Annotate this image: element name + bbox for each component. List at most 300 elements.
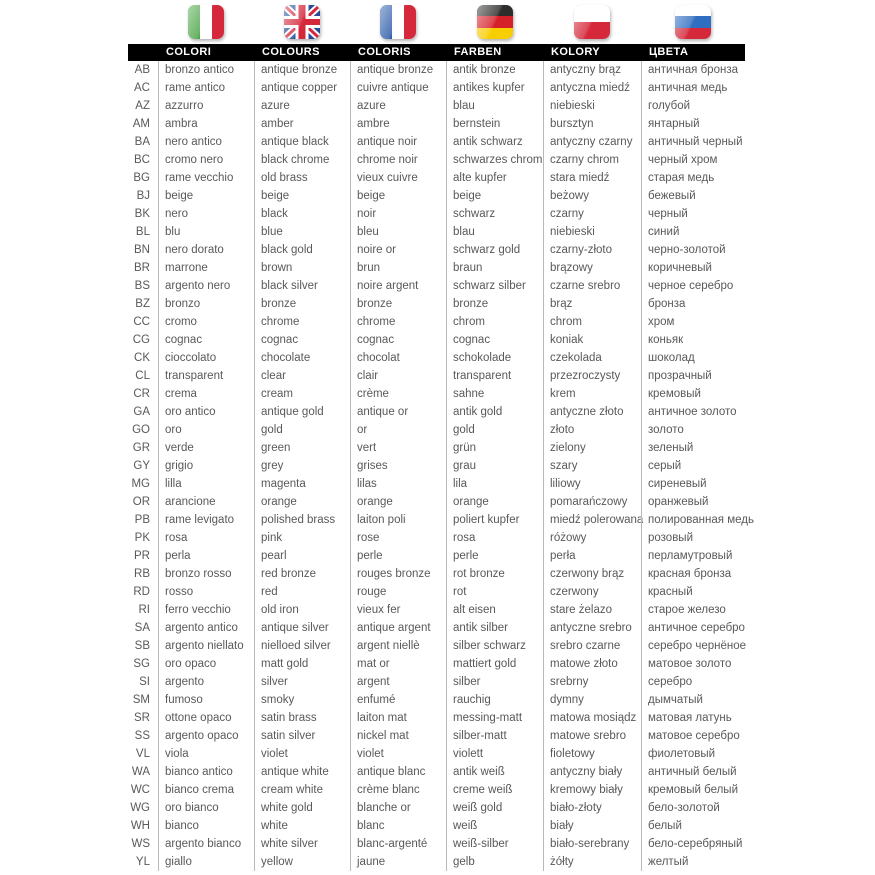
cell-fr: crème blanc xyxy=(350,781,446,799)
cell-ru: старое железо xyxy=(641,601,875,619)
cell-it: lilla xyxy=(158,475,254,493)
cell-it: bianco antico xyxy=(158,763,254,781)
flag-gloss xyxy=(380,5,416,39)
cell-fr: brun xyxy=(350,259,446,277)
table-row xyxy=(128,61,875,79)
row-code: CR xyxy=(133,388,150,400)
cell-de: violett xyxy=(446,745,543,763)
row-code: SM xyxy=(132,694,150,706)
cell-en: white silver xyxy=(254,835,350,853)
cell-de: poliert kupfer xyxy=(446,511,543,529)
cell-de: lila xyxy=(446,475,543,493)
cell-fr: violet xyxy=(350,745,446,763)
cell-pl: srebrny xyxy=(543,673,641,691)
cell-it: rame antico xyxy=(158,79,254,97)
germany-flag-cell xyxy=(446,5,543,39)
cell-it: oro xyxy=(158,421,254,439)
table-row xyxy=(128,457,875,475)
table-row xyxy=(128,421,875,439)
cell-de: cognac xyxy=(446,331,543,349)
cell-en: black chrome xyxy=(254,151,350,169)
cell-fr: noire or xyxy=(350,241,446,259)
cell-pl: brązowy xyxy=(543,259,641,277)
cell-ru: желтый xyxy=(641,853,875,871)
cell-fr: mat or xyxy=(350,655,446,673)
cell-de: perle xyxy=(446,547,543,565)
cell-pl: biało-złoty xyxy=(543,799,641,817)
cell-ru: полированная медь xyxy=(641,511,875,529)
cell-fr: noire argent xyxy=(350,277,446,295)
row-code: BZ xyxy=(135,298,150,310)
cell-fr: blanc xyxy=(350,817,446,835)
cell-pl: czerwony xyxy=(543,583,641,601)
cell-pl: szary xyxy=(543,457,641,475)
cell-en: black xyxy=(254,205,350,223)
cell-en: cream white xyxy=(254,781,350,799)
cell-it: bronzo xyxy=(158,295,254,313)
cell-en: violet xyxy=(254,745,350,763)
germany-flag-icon xyxy=(477,5,513,39)
cell-it: verde xyxy=(158,439,254,457)
cell-de: schwarzes chrom xyxy=(446,151,543,169)
cell-en: polished brass xyxy=(254,511,350,529)
cell-pl: antyczne złoto xyxy=(543,403,641,421)
column-header-ru: ЦВЕТА xyxy=(649,46,689,58)
cell-pl: antyczne srebro xyxy=(543,619,641,637)
column-header-pl: KOLORY xyxy=(551,46,601,58)
table-row xyxy=(128,583,875,601)
cell-it: bianco crema xyxy=(158,781,254,799)
cell-de: rosa xyxy=(446,529,543,547)
cell-ru: золото xyxy=(641,421,875,439)
cell-it: nero dorato xyxy=(158,241,254,259)
row-code: CG xyxy=(132,334,150,346)
cell-fr: bronze xyxy=(350,295,446,313)
table-header-bar xyxy=(128,44,745,61)
cell-ru: бело-золотой xyxy=(641,799,875,817)
cell-ru: коньяк xyxy=(641,331,875,349)
table-row xyxy=(128,673,875,691)
cell-fr: chrome xyxy=(350,313,446,331)
cell-de: silber xyxy=(446,673,543,691)
uk-flag-cell xyxy=(254,5,350,39)
cell-en: pearl xyxy=(254,547,350,565)
cell-en: beige xyxy=(254,187,350,205)
cell-ru: дымчатый xyxy=(641,691,875,709)
cell-it: nero xyxy=(158,205,254,223)
cell-de: schokolade xyxy=(446,349,543,367)
flag-gloss xyxy=(188,5,224,39)
cell-pl: różowy xyxy=(543,529,641,547)
cell-fr: jaune xyxy=(350,853,446,871)
cell-ru: античное золото xyxy=(641,403,875,421)
flag-gloss xyxy=(574,5,610,39)
cell-pl: bursztyn xyxy=(543,115,641,133)
cell-de: weiß-silber xyxy=(446,835,543,853)
cell-it: giallo xyxy=(158,853,254,871)
cell-ru: красная бронза xyxy=(641,565,875,583)
row-code: GA xyxy=(133,406,150,418)
cell-ru: бело-серебряный xyxy=(641,835,875,853)
table-row xyxy=(128,475,875,493)
row-code: AM xyxy=(132,118,150,130)
cell-it: oro opaco xyxy=(158,655,254,673)
cell-de: weiß gold xyxy=(446,799,543,817)
cell-ru: зеленый xyxy=(641,439,875,457)
cell-fr: ambre xyxy=(350,115,446,133)
cell-pl: antyczny biały xyxy=(543,763,641,781)
cell-ru: фиолетовый xyxy=(641,745,875,763)
cell-ru: матовое серебро xyxy=(641,727,875,745)
cell-fr: antique argent xyxy=(350,619,446,637)
cell-de: transparent xyxy=(446,367,543,385)
cell-de: antik silber xyxy=(446,619,543,637)
table-row xyxy=(128,727,875,745)
cell-ru: розовый xyxy=(641,529,875,547)
cell-pl: niebieski xyxy=(543,97,641,115)
row-code: SG xyxy=(133,658,150,670)
cell-pl: antyczny brąz xyxy=(543,61,641,79)
cell-it: cromo xyxy=(158,313,254,331)
cell-pl: biało-serebrany xyxy=(543,835,641,853)
cell-de: weiß xyxy=(446,817,543,835)
cell-pl: koniak xyxy=(543,331,641,349)
row-code: PR xyxy=(134,550,150,562)
cell-en: red bronze xyxy=(254,565,350,583)
cell-de: antikes kupfer xyxy=(446,79,543,97)
cell-ru: белый xyxy=(641,817,875,835)
cell-it: azzurro xyxy=(158,97,254,115)
table-row xyxy=(128,439,875,457)
cell-en: antique gold xyxy=(254,403,350,421)
cell-it: cromo nero xyxy=(158,151,254,169)
cell-en: nielloed silver xyxy=(254,637,350,655)
cell-fr: antique blanc xyxy=(350,763,446,781)
cell-ru: серебро чернёное xyxy=(641,637,875,655)
cell-en: old iron xyxy=(254,601,350,619)
cell-it: oro bianco xyxy=(158,799,254,817)
cell-pl: przezroczysty xyxy=(543,367,641,385)
cell-it: ferro vecchio xyxy=(158,601,254,619)
cell-en: white gold xyxy=(254,799,350,817)
row-code: BC xyxy=(134,154,150,166)
cell-en: orange xyxy=(254,493,350,511)
cell-en: magenta xyxy=(254,475,350,493)
cell-ru: кремовый xyxy=(641,385,875,403)
table-row xyxy=(128,331,875,349)
row-code: PK xyxy=(134,532,150,544)
cell-pl: srebro czarne xyxy=(543,637,641,655)
cell-pl: czarny chrom xyxy=(543,151,641,169)
cell-pl: czarne srebro xyxy=(543,277,641,295)
cell-it: beige xyxy=(158,187,254,205)
table-row xyxy=(128,151,875,169)
cell-ru: черный хром xyxy=(641,151,875,169)
cell-it: argento niellato xyxy=(158,637,254,655)
cell-ru: голубой xyxy=(641,97,875,115)
row-code: SB xyxy=(134,640,150,652)
cell-ru: черное серебро xyxy=(641,277,875,295)
table-row xyxy=(128,745,875,763)
cell-pl: złoto xyxy=(543,421,641,439)
table-row xyxy=(128,655,875,673)
cell-de: gold xyxy=(446,421,543,439)
italy-flag-cell xyxy=(158,5,254,39)
cell-fr: noir xyxy=(350,205,446,223)
cell-fr: grises xyxy=(350,457,446,475)
cell-de: antik gold xyxy=(446,403,543,421)
row-code: SA xyxy=(134,622,150,634)
column-header-de: FARBEN xyxy=(454,46,502,58)
table-row xyxy=(128,97,875,115)
cell-fr: laiton poli xyxy=(350,511,446,529)
cell-en: blue xyxy=(254,223,350,241)
cell-de: sahne xyxy=(446,385,543,403)
italy-flag-icon xyxy=(188,5,224,39)
russia-flag-icon xyxy=(675,5,711,39)
cell-pl: antyczny czarny xyxy=(543,133,641,151)
table-row xyxy=(128,835,875,853)
cell-de: silber-matt xyxy=(446,727,543,745)
table-row xyxy=(128,187,875,205)
cell-de: blau xyxy=(446,97,543,115)
cell-ru: античный белый xyxy=(641,763,875,781)
cell-it: cioccolato xyxy=(158,349,254,367)
cell-it: ottone opaco xyxy=(158,709,254,727)
cell-en: antique bronze xyxy=(254,61,350,79)
row-code: AC xyxy=(134,82,150,94)
cell-en: antique white xyxy=(254,763,350,781)
cell-fr: rose xyxy=(350,529,446,547)
cell-fr: cuivre antique xyxy=(350,79,446,97)
cell-ru: бронза xyxy=(641,295,875,313)
row-code: WG xyxy=(130,802,150,814)
cell-pl: matowe srebro xyxy=(543,727,641,745)
cell-fr: argent xyxy=(350,673,446,691)
table-row xyxy=(128,601,875,619)
row-code: MG xyxy=(131,478,150,490)
cell-de: beige xyxy=(446,187,543,205)
cell-fr: chocolat xyxy=(350,349,446,367)
row-code: RD xyxy=(133,586,150,598)
cell-it: argento opaco xyxy=(158,727,254,745)
poland-flag-icon xyxy=(574,5,610,39)
flag-gloss xyxy=(284,5,320,39)
cell-fr: perle xyxy=(350,547,446,565)
cell-de: alt eisen xyxy=(446,601,543,619)
cell-fr: vert xyxy=(350,439,446,457)
cell-it: perla xyxy=(158,547,254,565)
row-code: BR xyxy=(134,262,150,274)
row-code: PB xyxy=(134,514,150,526)
table-row xyxy=(128,709,875,727)
table-row xyxy=(128,511,875,529)
cell-ru: шоколад xyxy=(641,349,875,367)
cell-fr: antique or xyxy=(350,403,446,421)
cell-ru: сиреневый xyxy=(641,475,875,493)
cell-pl: czekolada xyxy=(543,349,641,367)
cell-pl: żółty xyxy=(543,853,641,871)
cell-pl: antyczna miedź xyxy=(543,79,641,97)
row-code: BK xyxy=(134,208,150,220)
table-row xyxy=(128,169,875,187)
cell-ru: хром xyxy=(641,313,875,331)
cell-fr: blanche or xyxy=(350,799,446,817)
table-body xyxy=(128,61,875,871)
cell-pl: pomarańczowy xyxy=(543,493,641,511)
cell-pl: miedź polerowana xyxy=(543,511,641,529)
cell-de: blau xyxy=(446,223,543,241)
cell-pl: zielony xyxy=(543,439,641,457)
row-code: BG xyxy=(133,172,150,184)
cell-pl: krem xyxy=(543,385,641,403)
cell-it: bianco xyxy=(158,817,254,835)
cell-fr: azure xyxy=(350,97,446,115)
cell-pl: beżowy xyxy=(543,187,641,205)
cell-fr: enfumé xyxy=(350,691,446,709)
cell-ru: янтарный xyxy=(641,115,875,133)
cell-ru: серебро xyxy=(641,673,875,691)
cell-it: argento bianco xyxy=(158,835,254,853)
table-row xyxy=(128,691,875,709)
cell-de: schwarz xyxy=(446,205,543,223)
cell-pl: chrom xyxy=(543,313,641,331)
cell-pl: stare żelazo xyxy=(543,601,641,619)
cell-en: smoky xyxy=(254,691,350,709)
cell-it: fumoso xyxy=(158,691,254,709)
cell-fr: nickel mat xyxy=(350,727,446,745)
cell-de: chrom xyxy=(446,313,543,331)
cell-fr: blanc-argenté xyxy=(350,835,446,853)
cell-de: bronze xyxy=(446,295,543,313)
cell-it: nero antico xyxy=(158,133,254,151)
row-code: BL xyxy=(135,226,150,238)
cell-ru: античное серебро xyxy=(641,619,875,637)
cell-pl: czarny xyxy=(543,205,641,223)
cell-it: bronzo rosso xyxy=(158,565,254,583)
cell-en: antique black xyxy=(254,133,350,151)
cell-pl: czerwony brąz xyxy=(543,565,641,583)
cell-de: orange xyxy=(446,493,543,511)
cell-en: brown xyxy=(254,259,350,277)
cell-ru: бежевый xyxy=(641,187,875,205)
cell-de: antik weiß xyxy=(446,763,543,781)
cell-en: cream xyxy=(254,385,350,403)
cell-ru: перламутровый xyxy=(641,547,875,565)
cell-en: white xyxy=(254,817,350,835)
cell-ru: черный xyxy=(641,205,875,223)
cell-en: grey xyxy=(254,457,350,475)
row-code: SI xyxy=(139,676,150,688)
cell-en: black silver xyxy=(254,277,350,295)
row-code: RB xyxy=(134,568,150,580)
uk-flag-icon xyxy=(284,5,320,39)
table-row xyxy=(128,205,875,223)
cell-de: grau xyxy=(446,457,543,475)
cell-pl: biały xyxy=(543,817,641,835)
cell-ru: серый xyxy=(641,457,875,475)
cell-pl: perła xyxy=(543,547,641,565)
cell-pl: brąz xyxy=(543,295,641,313)
flag-gloss xyxy=(477,5,513,39)
row-code: OR xyxy=(132,496,150,508)
color-translation-sheet xyxy=(128,0,875,871)
row-code: CC xyxy=(133,316,150,328)
cell-fr: crème xyxy=(350,385,446,403)
cell-en: amber xyxy=(254,115,350,133)
cell-en: matt gold xyxy=(254,655,350,673)
cell-ru: античный черный xyxy=(641,133,875,151)
cell-fr: argent niellè xyxy=(350,637,446,655)
flags-row xyxy=(128,0,875,44)
table-row xyxy=(128,853,875,871)
table-row xyxy=(128,223,875,241)
column-header-it: COLORI xyxy=(166,46,212,58)
row-code: YL xyxy=(135,856,150,868)
cell-it: arancione xyxy=(158,493,254,511)
flag-gloss xyxy=(675,5,711,39)
cell-en: bronze xyxy=(254,295,350,313)
row-code: BA xyxy=(134,136,150,148)
cell-it: argento xyxy=(158,673,254,691)
cell-de: schwarz silber xyxy=(446,277,543,295)
cell-en: azure xyxy=(254,97,350,115)
cell-de: messing-matt xyxy=(446,709,543,727)
cell-de: bernstein xyxy=(446,115,543,133)
cell-pl: fioletowy xyxy=(543,745,641,763)
table-row xyxy=(128,763,875,781)
cell-ru: оранжевый xyxy=(641,493,875,511)
cell-en: green xyxy=(254,439,350,457)
cell-ru: красный xyxy=(641,583,875,601)
cell-en: antique copper xyxy=(254,79,350,97)
cell-pl: matowa mosiądz xyxy=(543,709,641,727)
cell-fr: orange xyxy=(350,493,446,511)
cell-it: cognac xyxy=(158,331,254,349)
cell-it: crema xyxy=(158,385,254,403)
cell-de: rot bronze xyxy=(446,565,543,583)
cell-ru: синий xyxy=(641,223,875,241)
table-row xyxy=(128,565,875,583)
cell-fr: lilas xyxy=(350,475,446,493)
cell-fr: antique noir xyxy=(350,133,446,151)
table-row xyxy=(128,367,875,385)
cell-it: blu xyxy=(158,223,254,241)
cell-ru: прозрачный xyxy=(641,367,875,385)
row-code: WS xyxy=(131,838,150,850)
cell-pl: liliowy xyxy=(543,475,641,493)
cell-fr: rouges bronze xyxy=(350,565,446,583)
cell-it: rame vecchio xyxy=(158,169,254,187)
cell-pl: niebieski xyxy=(543,223,641,241)
cell-ru: античная медь xyxy=(641,79,875,97)
cell-en: silver xyxy=(254,673,350,691)
cell-ru: черно-золотой xyxy=(641,241,875,259)
cell-de: mattiert gold xyxy=(446,655,543,673)
cell-pl: dymny xyxy=(543,691,641,709)
cell-ru: старая медь xyxy=(641,169,875,187)
table-row xyxy=(128,295,875,313)
table-row xyxy=(128,241,875,259)
cell-de: antik bronze xyxy=(446,61,543,79)
table-row xyxy=(128,529,875,547)
cell-de: braun xyxy=(446,259,543,277)
cell-de: rot xyxy=(446,583,543,601)
cell-en: antique silver xyxy=(254,619,350,637)
cell-de: grün xyxy=(446,439,543,457)
cell-it: viola xyxy=(158,745,254,763)
cell-it: marrone xyxy=(158,259,254,277)
